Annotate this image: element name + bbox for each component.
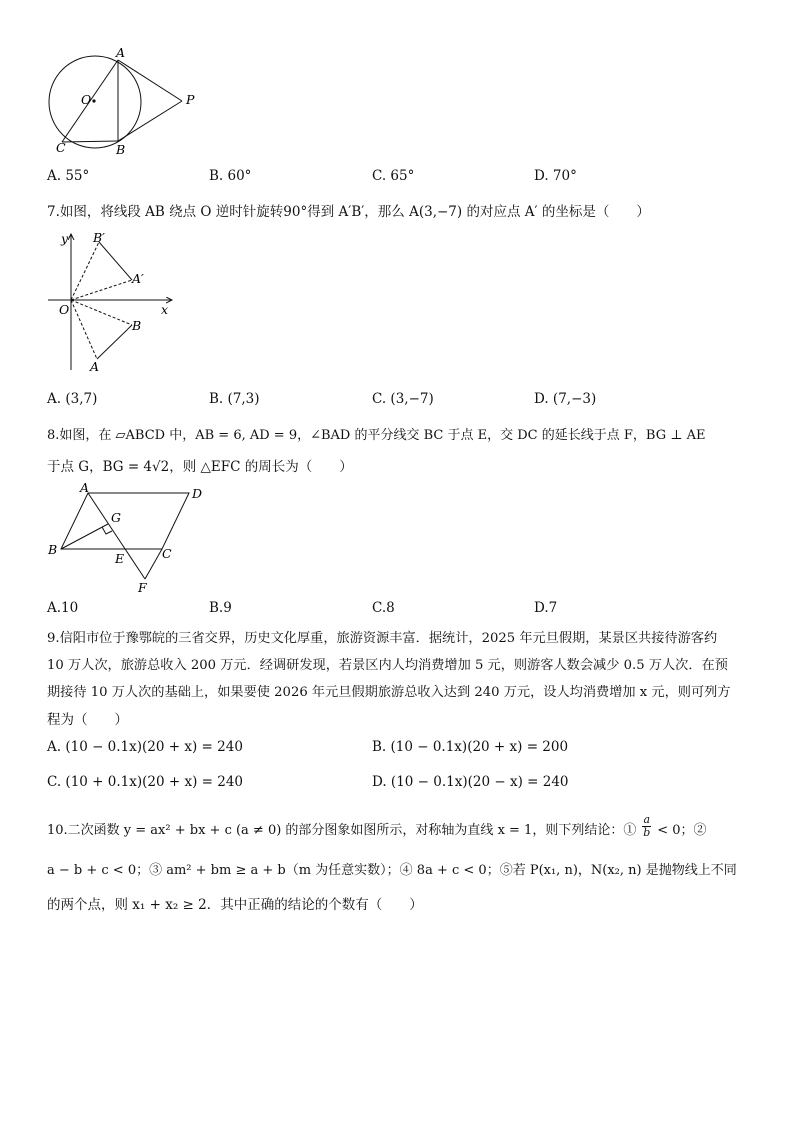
q7-options	[47, 391, 747, 411]
q7-label-A: A	[90, 359, 100, 374]
q10-fraction-den: b	[643, 826, 651, 839]
q6-label-P: P	[186, 92, 195, 107]
q6-option-d: D. 70°	[534, 168, 577, 184]
q9-stem-line1: 9.信阳市位于豫鄂皖的三省交界，历史文化厚重，旅游资源丰富．据统计，2025 年元旦假期，某景区共接待游客约	[47, 631, 718, 646]
q6-option-b: B. 60°	[209, 168, 252, 184]
q8-stem-line2: 于点 G，BG = 4√2，则 △EFC 的周长为（ ）	[47, 459, 353, 475]
q8-label-F: F	[138, 580, 147, 595]
q10-stem-line2: a − b + c < 0；③ am² + bm ≥ a + b（m 为任意实数）；④ 8a + c < 0；⑤若 P(x₁, n)，N(x₂, n) 是抛物线上不同	[47, 863, 737, 878]
q6-options	[47, 168, 747, 188]
q8-right-angle-mark	[102, 527, 112, 534]
q6-option-c: C. 65°	[372, 168, 415, 184]
q7-dash-OB	[71, 300, 132, 325]
q6-line-AP	[118, 60, 182, 101]
q8-label-D: D	[192, 486, 203, 501]
q7-option-c: C. (3,−7)	[372, 391, 434, 407]
q8-line-CF	[145, 549, 162, 579]
q6-label-C: C	[56, 140, 66, 155]
q8-line-BG	[61, 524, 108, 549]
q7-label-B1: B′	[93, 230, 106, 245]
q8-option-a: A.10	[47, 600, 79, 616]
q6-label-A: A	[116, 46, 126, 60]
q9-stem-line3: 期接待 10 万人次的基础上，如果要使 2026 年元旦假期旅游总收入达到 240 万元，设人均消费增加 x 元，则可列方	[47, 685, 731, 700]
q6-option-a: A. 55°	[47, 168, 90, 184]
q8-parallelogram	[61, 493, 189, 549]
q7-option-a: A. (3,7)	[47, 391, 98, 407]
q7-segment-A1B1	[99, 242, 132, 280]
q9-option-a: A. (10 − 0.1x)(20 + x) = 240	[47, 739, 243, 755]
q7-dash-OA1	[71, 280, 132, 300]
q9-option-c: C. (10 + 0.1x)(20 + x) = 240	[47, 774, 244, 790]
q8-options	[47, 600, 747, 620]
q10-stem-line3: 的两个点，则 x₁ + x₂ ≥ 2．其中正确的结论的个数有（ ）	[47, 897, 423, 913]
q7-segment-AB	[97, 325, 132, 359]
q9-option-d: D. (10 − 0.1x)(20 − x) = 240	[372, 774, 569, 790]
q7-option-b: B. (7,3)	[209, 391, 260, 407]
q8-figure	[44, 482, 216, 598]
q10-fraction-num: a	[643, 813, 651, 826]
q7-stem: 7.如图，将线段 AB 绕点 O 逆时针旋转90°得到 A′B′，那么 A(3,−7) 的对应点 A′ 的坐标是（ ）	[47, 204, 650, 220]
q8-label-E: E	[115, 551, 125, 566]
q7-label-y: y	[61, 231, 69, 246]
q8-label-B: B	[48, 542, 58, 557]
q7-label-x: x	[161, 302, 169, 317]
q8-stem-line1: 8.如图，在 ▱ABCD 中，AB = 6, AD = 9，∠BAD 的平分线交 BC 于点 E，交 DC 的延长线于点 F，BG ⊥ AE	[47, 428, 706, 443]
q8-line-AF	[88, 493, 145, 579]
q6-label-O: O	[81, 92, 92, 107]
q6-line-BP	[118, 101, 182, 141]
q9-option-b: B. (10 − 0.1x)(20 + x) = 200	[372, 739, 569, 755]
q10-fraction	[642, 814, 651, 839]
q9-options-row1	[47, 739, 747, 759]
q7-option-d: D. (7,−3)	[534, 391, 597, 407]
q7-dash-OB1	[71, 242, 99, 300]
q7-label-A1: A′	[132, 271, 144, 286]
q10-stem-line1	[47, 813, 747, 843]
q10-line1-tail: < 0；②	[657, 823, 707, 838]
q9-stem-line2: 10 万人次，旅游总收入 200 万元．经调研发现，若景区内人均消费增加 5 元，则游客人数会减少 0.5 万人次．在预	[47, 658, 728, 673]
q8-option-d: D.7	[534, 600, 558, 616]
q8-label-A: A	[80, 482, 90, 495]
q9-stem-line4: 程为（ ）	[47, 712, 128, 728]
q10-line1-text: 10.二次函数 y = ax² + bx + c (a ≠ 0) 的部分图象如图所示，对称轴为直线 x = 1，则下列结论：①	[47, 823, 637, 838]
q8-option-c: C.8	[372, 600, 395, 616]
q7-figure	[44, 228, 184, 376]
q8-label-G: G	[111, 510, 121, 525]
q8-option-b: B.9	[209, 600, 232, 616]
q6-center-dot	[92, 99, 95, 102]
q7-dash-OA	[71, 300, 97, 359]
q6-figure	[40, 46, 210, 158]
q6-label-B: B	[116, 142, 126, 157]
q7-label-O: O	[59, 302, 70, 317]
q9-options-row2	[47, 774, 747, 794]
q8-label-C: C	[162, 546, 172, 561]
q7-label-B: B	[132, 318, 142, 333]
